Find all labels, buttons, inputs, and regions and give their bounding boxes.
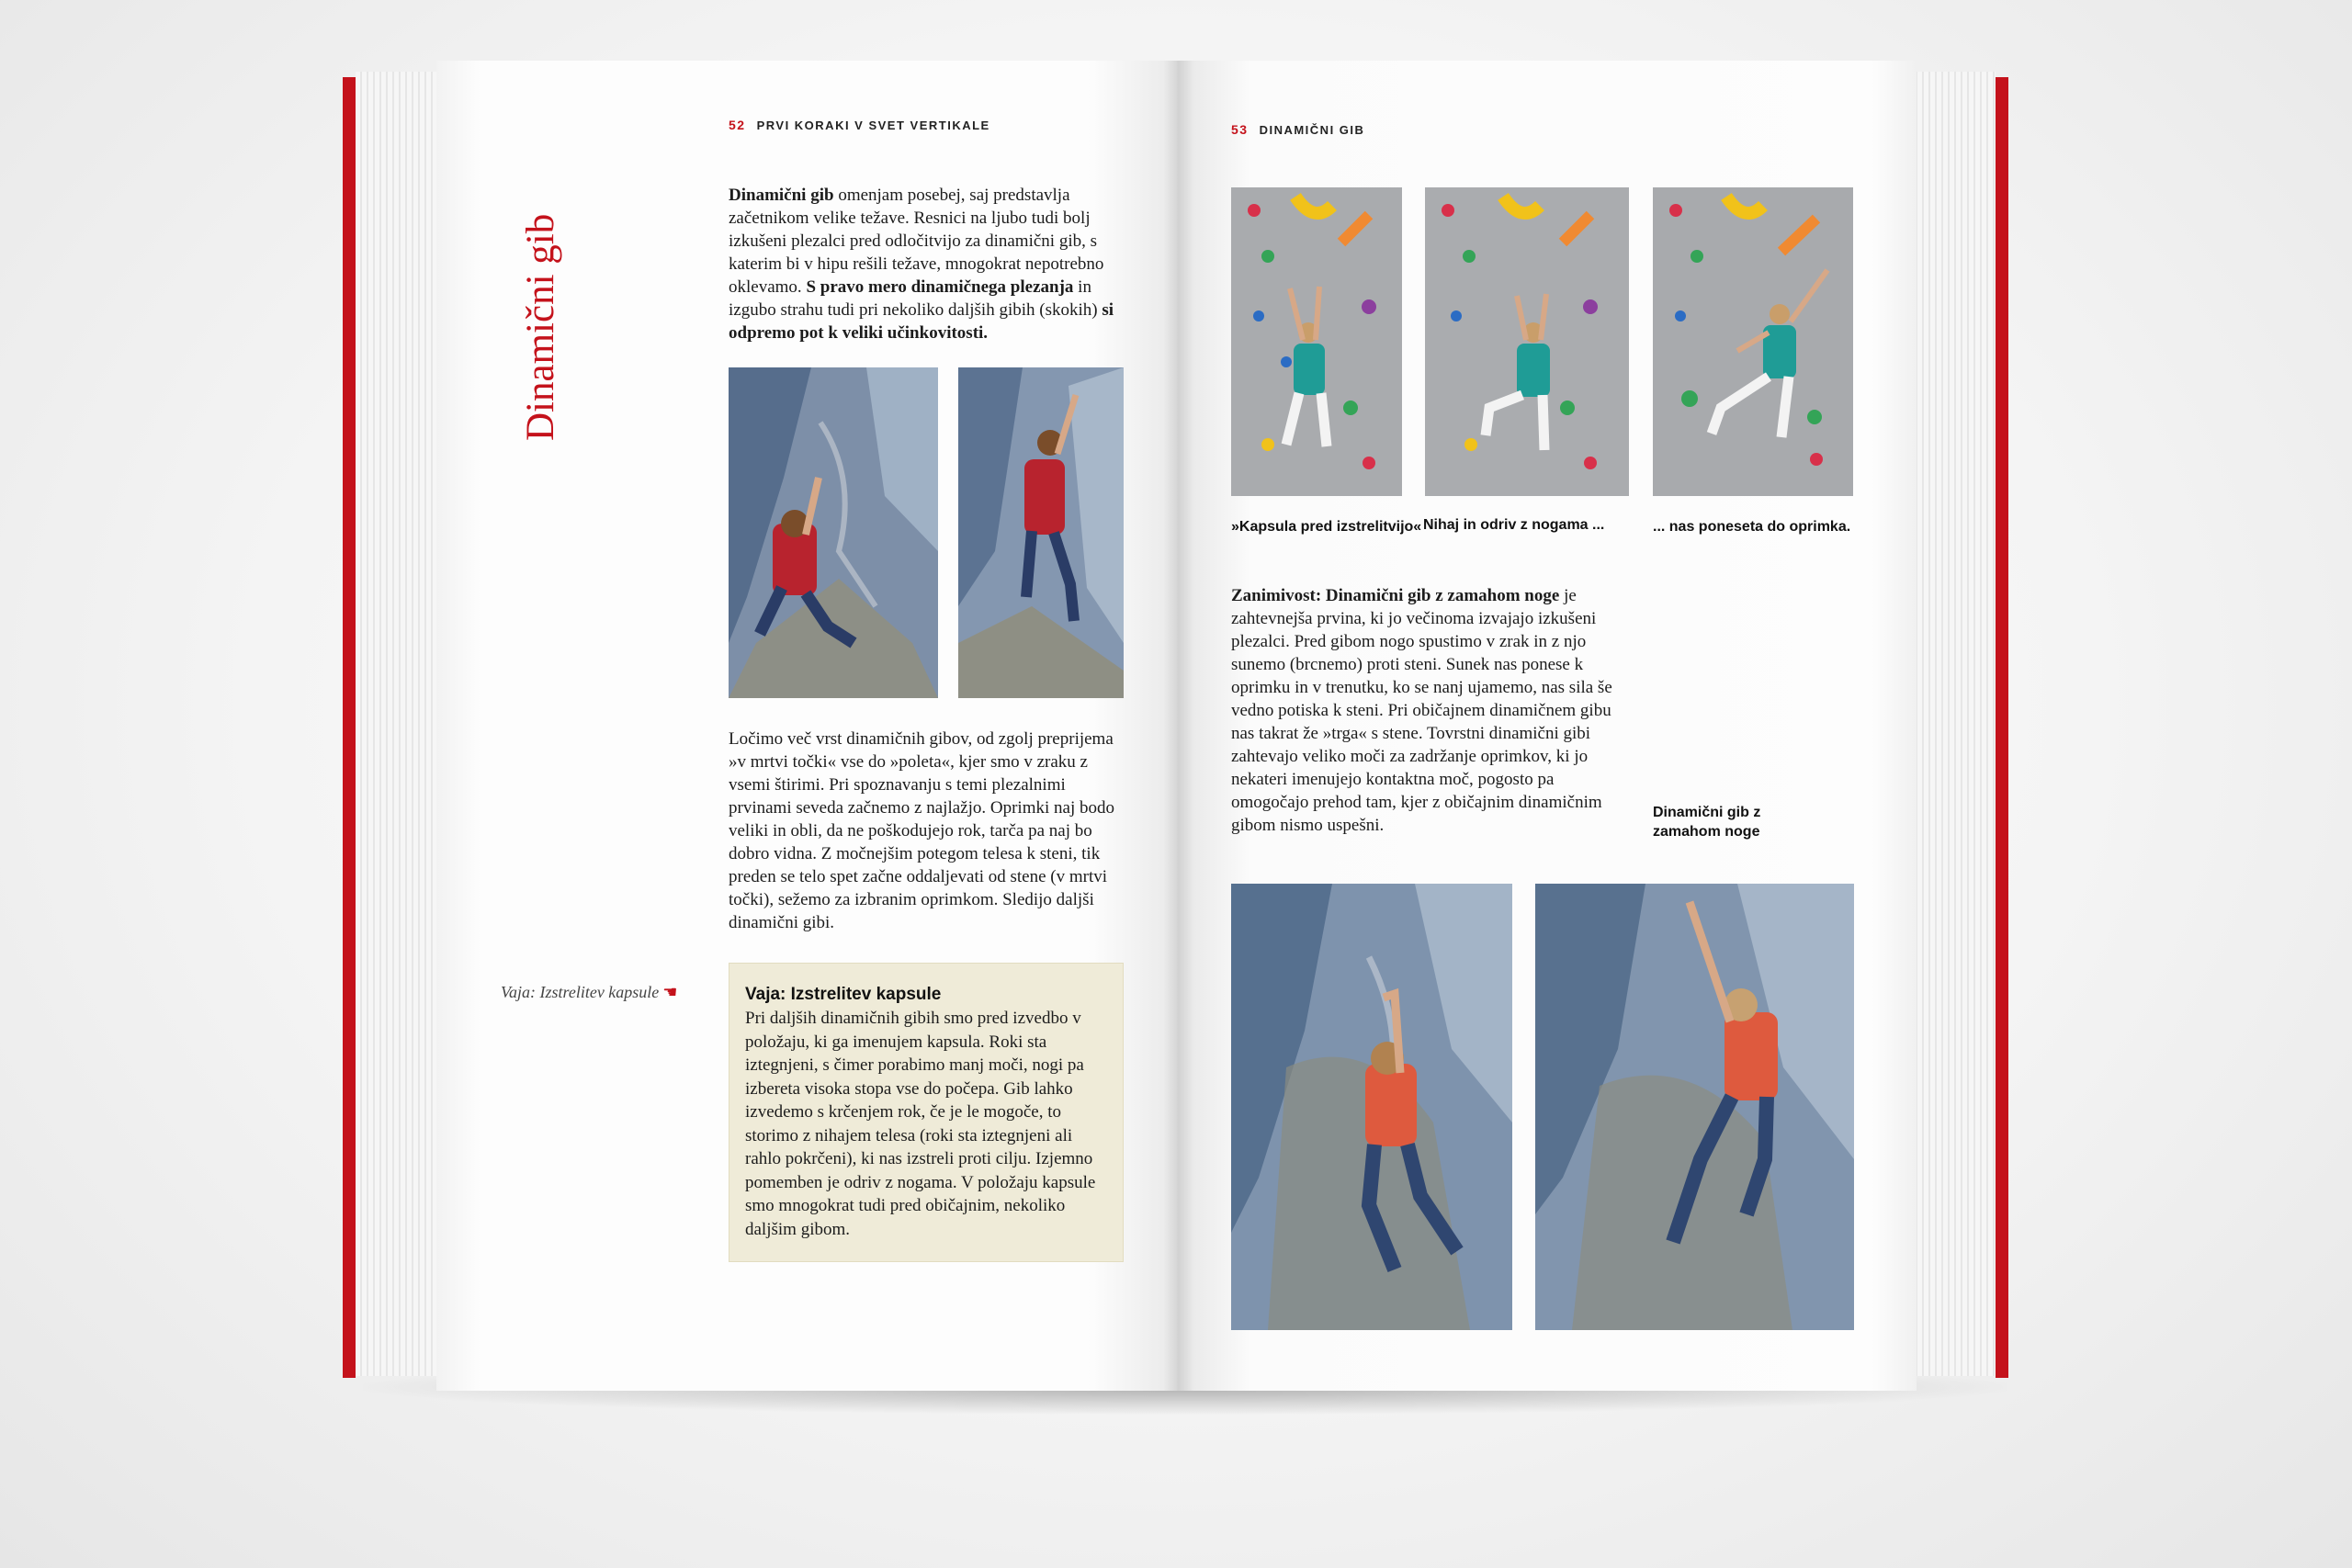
photo-rock-kick-2	[1535, 884, 1854, 1330]
photo-gym-sequence-3	[1653, 187, 1853, 496]
cover-edge-left	[343, 77, 356, 1378]
right-page-number: 53	[1231, 122, 1249, 137]
photo-gym-sequence-2	[1425, 187, 1629, 496]
margin-note-text: Vaja: Izstrelitev kapsule	[501, 983, 660, 1001]
intro-text-1: omenjam posebej, saj predstavlja začetnikom velike težave. Resnici na ljubo tudi bolj izkušeni plezalci pred odločitvijo za dinamični gib, s katerim bi v hipu rešili težave, mnogokrat nepotrebno oklevamo.	[729, 186, 1104, 297]
exercise-box-title: Vaja: Izstrelitev kapsule	[745, 985, 942, 1004]
exercise-box-text: Pri daljših dinamičnih gibih smo pred izvedbo v položaju, ki ga imenujem kapsula. Roki sta iztegnjeni, s čimer porabimo manj moči, nogi pa izbereta visoka stopa vse do počepa. Gib lahko izvedemo s krčenjem rok, če je le mogoče, to storimo z nihajem telesa (roki sta iztegnjeni ali rahlo pokrčeni), ki nas izstreli proti cilju. Izjemno pomemben je odriv z nogama. V položaju kapsule smo mnogokrat tudi pred običajnim, nekoliko daljšim gibom.	[745, 1009, 1096, 1239]
exercise-box	[729, 963, 1124, 1262]
intro-text-2: in izgubo strahu tudi pri nekoliko daljših gibih (skokih)	[729, 277, 1102, 320]
intro-bold-3: si odpremo pot k veliki učinkovitosti.	[729, 300, 1114, 343]
intro-bold-2: S pravo mero dinamičnega plezanja	[806, 277, 1074, 297]
photo-rock-climber-1	[729, 367, 938, 698]
photo-gym-sequence-1	[1231, 187, 1402, 496]
body-paragraph: Ločimo več vrst dinamičnih gibov, od zgolj preprijema »v mrtvi točki« vse do »poleta«, kjer smo v zraku z vsemi štirimi. Pri spoznavanju s temi plezalnimi prvinami seveda začnemo z najlažjo. Oprimki naj bodo veliki in obli, da ne poškodujejo rok, tarča pa naj bo dobro vidna. Z močnejšim potegom telesa k steni, tik preden se telo spet začne oddaljevati od stene (v mrtvi točki), sežemo za izbranim oprimkom. Sledijo daljši dinamični gibi.	[729, 729, 1114, 932]
page-stack-left	[356, 72, 438, 1376]
book-gutter	[1163, 61, 1194, 1391]
caption-gym-2: Nihaj in odriv z nogama ...	[1423, 517, 1605, 533]
side-caption: Dinamični gib z zamahom noge	[1653, 805, 1761, 840]
photo-rock-kick-1	[1231, 884, 1512, 1330]
caption-gym-3: ... nas poneseta do oprimka.	[1653, 519, 1851, 535]
caption-gym-1: »Kapsula pred izstrelitvijo«	[1231, 519, 1422, 535]
intro-paragraph	[729, 184, 1124, 344]
left-running-head	[729, 118, 990, 132]
fact-bold: Zanimivost: Dinamični gib z zamahom noge	[1231, 586, 1560, 605]
page-stack-right	[1911, 72, 1996, 1376]
pointing-hand-icon: ☚	[662, 983, 678, 1001]
right-running-head-text: DINAMIČNI GIB	[1259, 123, 1365, 137]
left-page-number: 52	[729, 118, 746, 132]
fact-paragraph	[1231, 584, 1626, 837]
right-running-head	[1231, 122, 1364, 137]
margin-note	[501, 983, 677, 1002]
cover-edge-right	[1996, 77, 2008, 1378]
photo-rock-climber-2	[958, 367, 1124, 698]
chapter-title: Dinamični gib	[519, 213, 562, 441]
intro-bold-1: Dinamični gib	[729, 186, 834, 205]
fact-text: je zahtevnejša prvina, ki jo večinoma izvajajo izkušeni plezalci. Pred gibom nogo spustimo v zrak in z njo sunemo (brcnemo) proti steni. Sunek nas ponese k oprimku in v trenutku, ko se nanj ujamemo, nas sila še vedno potiska k steni. Pri običajnem dinamičnem gibu nas takrat že »trga« s stene. Tovrstni dinamični gibi zahtevajo veliko moči za zadržanje oprimkov, ki jo nekateri imenujejo kontaktna moč, pogosto pa omogočajo prehod tam, kjer z običajnim dinamičnim gibom nismo uspešni.	[1231, 586, 1612, 835]
left-running-head-text: PRVI KORAKI V SVET VERTIKALE	[756, 118, 990, 132]
